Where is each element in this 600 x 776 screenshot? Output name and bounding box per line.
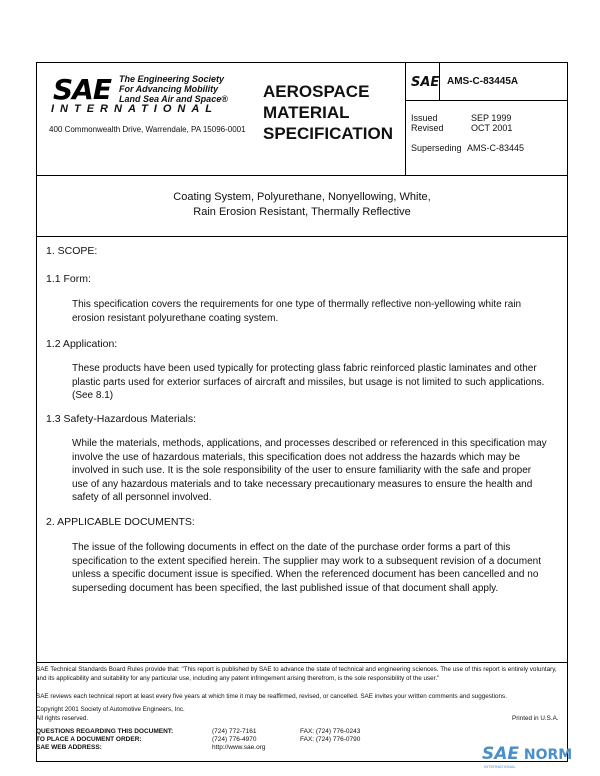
society-line: Land Sea Air and Space® [119,94,228,104]
footer-review: SAE reviews each technical report at least every five years at which time it may be reaffirmed, revised, or cancelled. SAE invites your written comments and suggestions. [36,693,507,700]
spec-title-line: SPECIFICATION [263,124,394,143]
web-label: SAE WEB ADDRESS: [36,744,102,751]
divider [405,63,406,175]
document-number: AMS-C-83445A [447,76,519,87]
spec-title-line: MATERIAL [263,103,350,122]
revised-label: Revised [411,123,444,133]
spec-type-title [263,81,393,144]
society-line: For Advancing Mobility [119,84,219,94]
paragraph: While the materials, methods, applications, and processes described or referenced in this specification may involve the use of hazardous materials, this specification does not address the hazards which may be involved in such use. It is the sole responsibility of the user to ensure familiarity with the safe and proper use of any hazardous materials and to take necessary precautionary measures to ensure the health and safety of all personnel involved. [72,438,547,503]
document-title [37,190,567,220]
paragraph: The issue of the following documents in effect on the date of the purchase order forms a part of this specification to the extent specified herein. The supplier may work to a subsequent revision of a document unless a specific document issue is specified. When the referenced document has been cancelled and no superseding document has been specified, the last published issue of that document shall apply. [72,542,541,594]
revised-date: OCT 2001 [471,123,513,133]
questions-label: QUESTIONS REGARDING THIS DOCUMENT: [36,728,174,735]
paragraph: These products have been used typically for protecting glass fabric reinforced plastic laminates and other plastic parts used for exterior surfaces of aircraft and missiles, but usage is not limited to such applications. (See 8.1) [72,363,545,401]
footer-printed: Printed in U.S.A. [512,715,559,722]
superseding-label: Superseding [411,143,462,153]
section-heading: 1.3 Safety-Hazardous Materials: [46,413,196,425]
order-label: TO PLACE A DOCUMENT ORDER: [36,736,142,743]
footer-policy: SAE Technical Standards Board Rules provide that: "This report is published by SAE to advance the state of technical and engineering sciences. The use of this report is entirely voluntary, and its applicability and suitability for any particular use, including any patent infringement arising therefrom, is the sole responsibility of the user." [36,666,557,682]
title-line: Rain Erosion Resistant, Thermally Reflective [193,206,411,218]
issued-date: SEP 1999 [471,113,512,123]
order-fax: FAX: (724) 776-0790 [300,736,361,743]
sae-small-logo: SAE [411,75,440,90]
watermark-logo: SAE [482,744,520,764]
section-heading: 1.2 Application: [46,338,118,350]
footer-rights: All rights reserved. [36,715,89,722]
address: 400 Commonwealth Drive, Warrendale, PA 15096-0001 [49,125,246,134]
divider [405,100,567,101]
society-tagline [119,74,228,104]
title-box [36,174,568,237]
sae-logo: SAE [53,73,111,106]
paragraph: This specification covers the requirements for one type of thermally reflective non-yellowing white rain erosion resistant polyurethane coating system. [72,299,522,324]
header-box [36,62,568,176]
section-heading: 1.1 Form: [46,273,91,285]
society-line: The Engineering Society [119,74,225,84]
international-label: INTERNATIONAL [51,103,219,115]
sae-norm-watermark [482,744,572,764]
issued-label: Issued [411,113,438,123]
questions-fax: FAX: (724) 776-0243 [300,728,361,735]
watermark-norm: NORM [523,747,573,763]
section-heading: 1. SCOPE: [46,245,98,257]
watermark-sub: INTERNATIONAL [484,764,516,769]
title-line: Coating System, Polyurethane, Nonyellowing, White, [173,191,431,203]
order-phone: (724) 776-4970 [212,736,257,743]
questions-phone: (724) 772-7161 [212,728,257,735]
spec-title-line: AEROSPACE [263,82,370,101]
superseding-value: AMS-C-83445 [467,143,525,153]
section-heading: 2. APPLICABLE DOCUMENTS: [46,516,195,528]
web-url[interactable]: http://www.sae.org [212,744,266,751]
footer-copyright: Copyright 2001 Society of Automotive Engineers, Inc. [36,706,185,713]
